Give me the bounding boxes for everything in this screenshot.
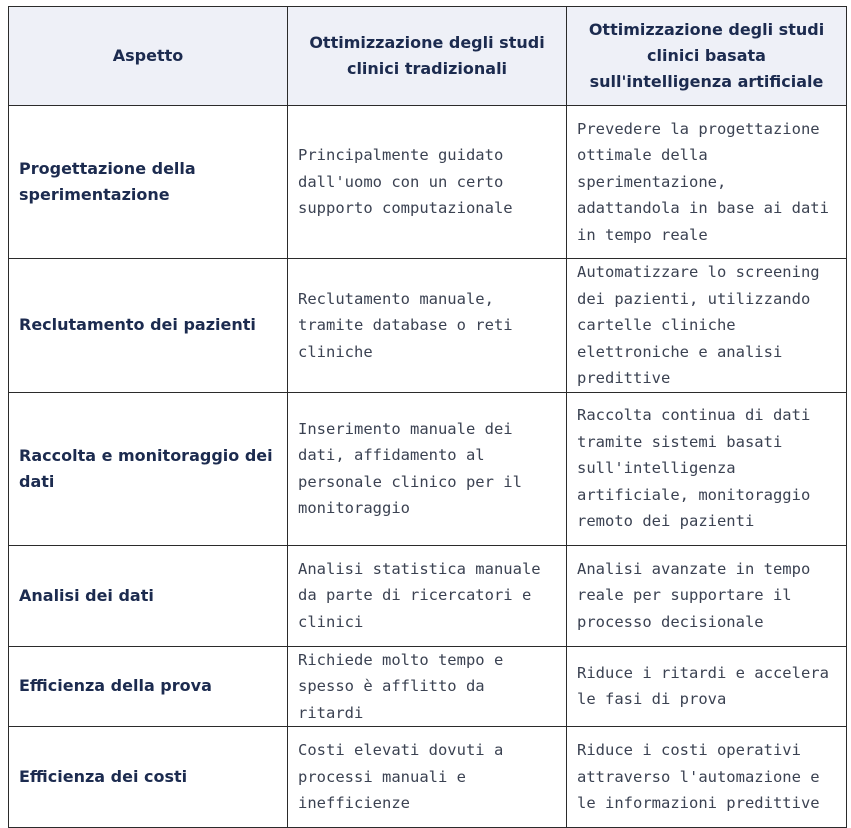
table-row [9,727,847,828]
table-header [9,7,847,106]
traditional-cell: Costi elevati dovuti a processi manuali e inefficienze [288,727,567,828]
aspect-cell: Progettazione della sperimentazione [9,106,288,259]
ai-cell: Raccolta continua di dati tramite sistemi basati sull'intelligenza artificiale, monitoraggio remoto dei pazienti [567,392,847,545]
traditional-cell: Richiede molto tempo e spesso è afflitto da ritardi [288,646,567,727]
table-row [9,392,847,545]
header-ai: Ottimizzazione degli studi clinici basata sull'intelligenza artificiale [567,7,847,106]
ai-cell: Analisi avanzate in tempo reale per supportare il processo decisionale [567,545,847,646]
traditional-cell: Inserimento manuale dei dati, affidamento al personale clinico per il monitoraggio [288,392,567,545]
table-body [9,106,847,828]
table-row [9,106,847,259]
aspect-cell: Analisi dei dati [9,545,288,646]
header-aspect: Aspetto [9,7,288,106]
table-row [9,646,847,727]
header-traditional: Ottimizzazione degli studi clinici tradizionali [288,7,567,106]
traditional-cell: Reclutamento manuale, tramite database o reti cliniche [288,259,567,393]
table-row [9,259,847,393]
ai-cell: Riduce i ritardi e accelera le fasi di prova [567,646,847,727]
traditional-cell: Analisi statistica manuale da parte di ricercatori e clinici [288,545,567,646]
ai-cell: Prevedere la progettazione ottimale della sperimentazione, adattandola in base ai dati in tempo reale [567,106,847,259]
aspect-cell: Raccolta e monitoraggio dei dati [9,392,288,545]
header-row [9,7,847,106]
aspect-cell: Efficienza della prova [9,646,288,727]
table-row [9,545,847,646]
ai-cell: Automatizzare lo screening dei pazienti, utilizzando cartelle cliniche elettroniche e analisi predittive [567,259,847,393]
comparison-table [8,6,847,828]
aspect-cell: Reclutamento dei pazienti [9,259,288,393]
traditional-cell: Principalmente guidato dall'uomo con un certo supporto computazionale [288,106,567,259]
aspect-cell: Efficienza dei costi [9,727,288,828]
ai-cell: Riduce i costi operativi attraverso l'automazione e le informazioni predittive [567,727,847,828]
